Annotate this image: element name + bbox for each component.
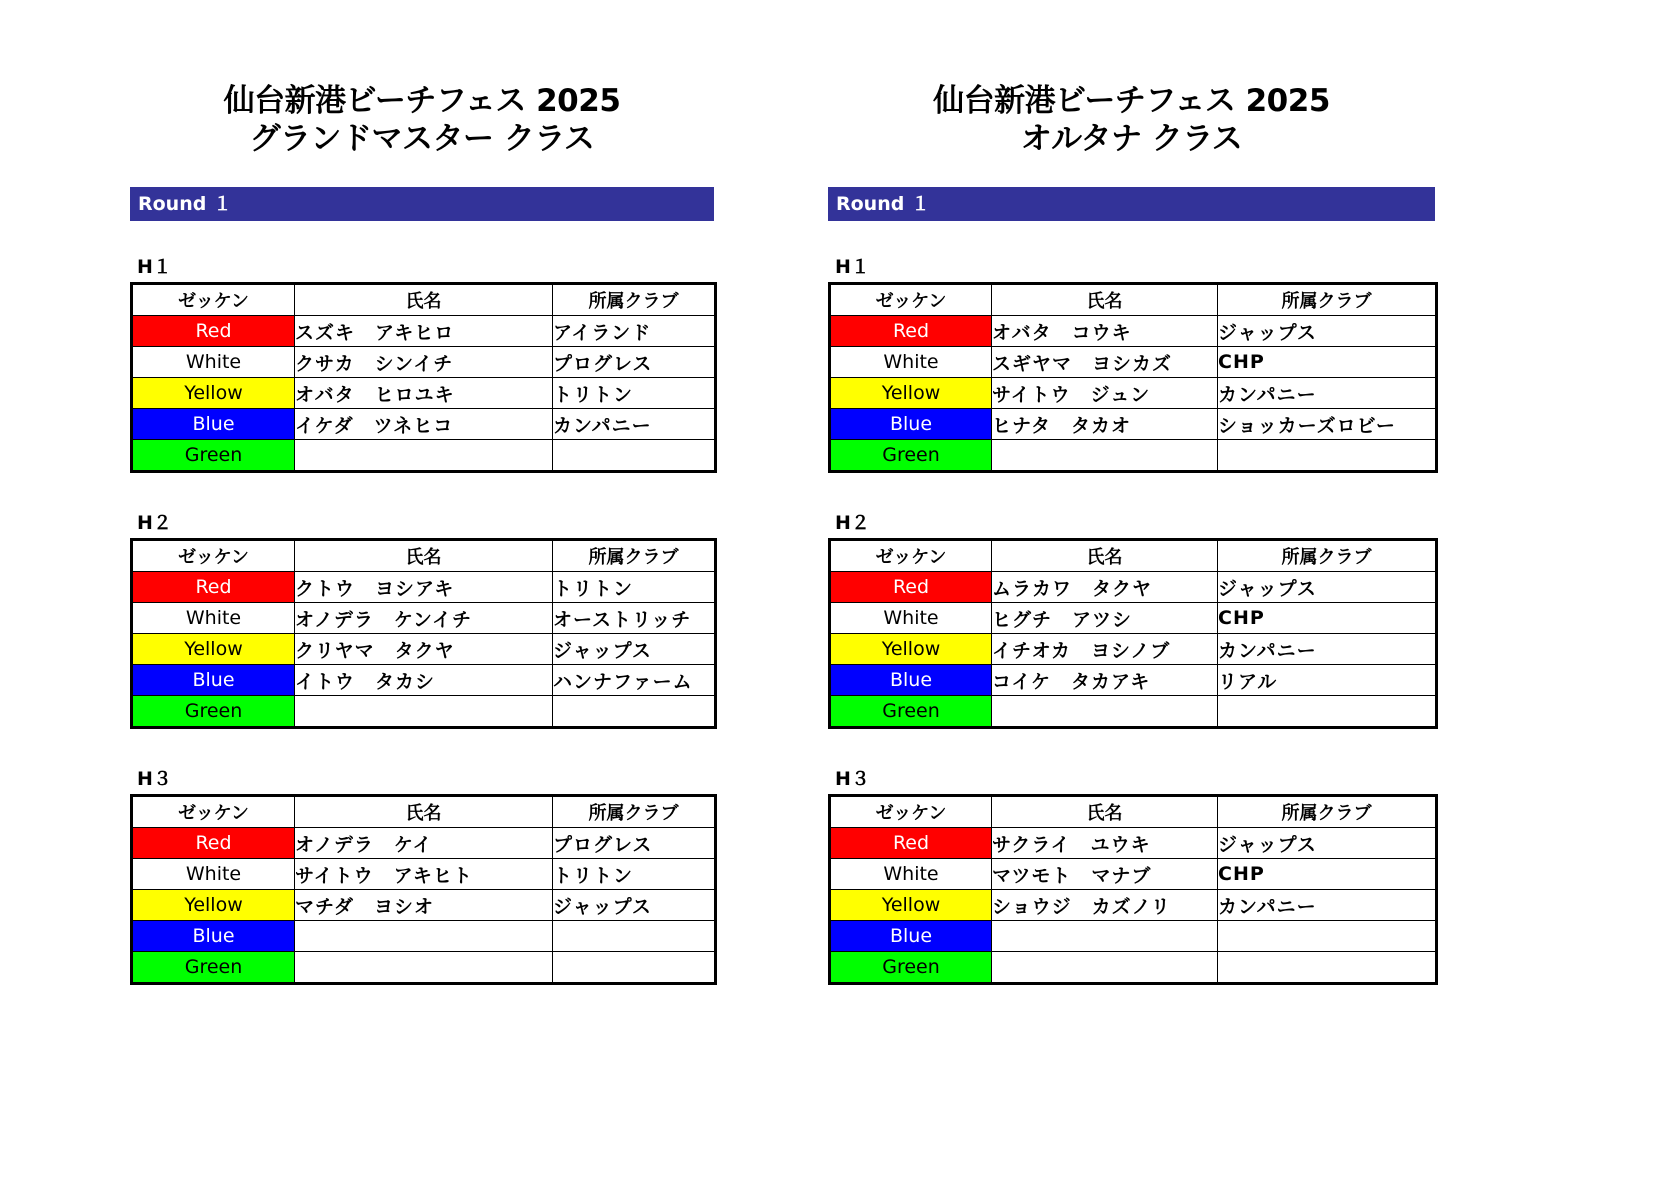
table-row [830,347,1437,378]
bib-cell-white: White [132,347,295,378]
athlete-name [992,696,1218,728]
table-row [132,347,716,378]
table-row [830,440,1437,472]
class-title: グランドマスター クラス [249,121,595,157]
club-name [1218,696,1437,728]
bib-cell-green: Green [132,696,295,728]
column-header-club: 所属クラブ [1218,284,1437,316]
athlete-name: スズキ アキヒロ [295,316,553,347]
club-name: ジャップス [1218,828,1437,859]
heat-table [828,538,1438,729]
bib-cell-white: White [132,859,295,890]
bib-cell-blue: Blue [830,409,992,440]
club-name: カンパニー [1218,890,1437,921]
table-header-row [132,796,716,828]
round-header: Round １ [130,187,714,221]
column-header-bib: ゼッケン [132,796,295,828]
bib-cell-green: Green [132,440,295,472]
bib-cell-green: Green [830,952,992,984]
table-row [132,440,716,472]
club-name: ジャップス [553,634,716,665]
club-name: ハンナファーム [553,665,716,696]
club-name: カンパニー [553,409,716,440]
table-header-row [132,540,716,572]
column-header-club: 所属クラブ [553,796,716,828]
column-header-club: 所属クラブ [553,284,716,316]
club-name: カンパニー [1218,634,1437,665]
bib-cell-blue: Blue [132,665,295,696]
club-name: ジャップス [1218,316,1437,347]
athlete-name: ムラカワ タクヤ [992,572,1218,603]
bib-cell-yellow: Yellow [132,634,295,665]
athlete-name [295,440,553,472]
table-row [830,634,1437,665]
bib-cell-white: White [830,603,992,634]
column-header-club: 所属クラブ [553,540,716,572]
column-header-bib: ゼッケン [830,540,992,572]
table-row [132,952,716,984]
table-row [132,665,716,696]
club-name [553,921,716,952]
table-header-row [830,284,1437,316]
table-row [132,572,716,603]
event-title: 仙台新港ビーチフェス 2025 [223,83,621,119]
column-header-name: 氏名 [992,540,1218,572]
athlete-name: サイトウ アキヒト [295,859,553,890]
heat-table [130,538,717,729]
athlete-name: マツモト マナブ [992,859,1218,890]
club-name: トリトン [553,572,716,603]
table-row [132,859,716,890]
club-name: CHP [1218,859,1437,890]
table-row [830,665,1437,696]
table-row [830,572,1437,603]
club-name: プログレス [553,828,716,859]
athlete-name: オノデラ ケイ [295,828,553,859]
athlete-name [992,952,1218,984]
club-name: トリトン [553,378,716,409]
column-header-name: 氏名 [295,540,553,572]
heat-table [828,282,1438,473]
athlete-name: オノデラ ケンイチ [295,603,553,634]
column-header-name: 氏名 [295,284,553,316]
athlete-name: オバタ コウキ [992,316,1218,347]
event-title: 仙台新港ビーチフェス 2025 [933,83,1330,119]
table-row [830,696,1437,728]
table-row [830,859,1437,890]
bib-cell-yellow: Yellow [830,378,992,409]
heat-label: H３ [835,768,870,790]
bib-cell-red: Red [830,316,992,347]
table-row [132,828,716,859]
table-header-row [830,796,1437,828]
heat-label: H３ [137,768,172,790]
bib-cell-blue: Blue [132,921,295,952]
heat-table [130,794,717,985]
class-title: オルタナ クラス [1020,121,1243,157]
column-header-club: 所属クラブ [1218,796,1437,828]
athlete-name: スギヤマ ヨシカズ [992,347,1218,378]
heat-table [130,282,717,473]
column-header-name: 氏名 [992,796,1218,828]
club-name: リアル [1218,665,1437,696]
table-row [132,890,716,921]
athlete-name: マチダ ヨシオ [295,890,553,921]
club-name: CHP [1218,603,1437,634]
athlete-name [992,921,1218,952]
table-row [830,409,1437,440]
athlete-name: クトウ ヨシアキ [295,572,553,603]
bib-cell-red: Red [830,828,992,859]
table-row [830,378,1437,409]
club-name: ショッカーズロビー [1218,409,1437,440]
bib-cell-blue: Blue [830,665,992,696]
club-name [553,440,716,472]
bib-cell-blue: Blue [132,409,295,440]
table-row [132,316,716,347]
bib-cell-red: Red [132,572,295,603]
bib-cell-green: Green [132,952,295,984]
club-name [553,696,716,728]
table-row [830,921,1437,952]
athlete-name [295,921,553,952]
athlete-name: ショウジ カズノリ [992,890,1218,921]
athlete-name [295,952,553,984]
club-name: トリトン [553,859,716,890]
club-name: プログレス [553,347,716,378]
heat-label: H１ [835,256,870,278]
athlete-name: イトウ タカシ [295,665,553,696]
table-row [132,634,716,665]
athlete-name: クサカ シンイチ [295,347,553,378]
athlete-name: イチオカ ヨシノブ [992,634,1218,665]
table-row [830,890,1437,921]
bib-cell-white: White [830,859,992,890]
heat-label: H１ [137,256,172,278]
bib-cell-red: Red [132,316,295,347]
page-title [828,82,1435,158]
athlete-name: クリヤマ タクヤ [295,634,553,665]
bib-cell-blue: Blue [830,921,992,952]
club-name [1218,440,1437,472]
table-header-row [830,540,1437,572]
table-row [132,378,716,409]
club-name: CHP [1218,347,1437,378]
club-name: ジャップス [1218,572,1437,603]
club-name: オーストリッチ [553,603,716,634]
athlete-name: ヒグチ アツシ [992,603,1218,634]
table-row [132,603,716,634]
column-header-bib: ゼッケン [132,284,295,316]
round-header: Round １ [828,187,1435,221]
club-name: ジャップス [553,890,716,921]
table-row [830,952,1437,984]
athlete-name: コイケ タカアキ [992,665,1218,696]
athlete-name [992,440,1218,472]
bib-cell-yellow: Yellow [132,890,295,921]
bib-cell-red: Red [830,572,992,603]
class-sheet-alterna [828,0,1435,1123]
table-row [132,921,716,952]
bib-cell-green: Green [830,696,992,728]
column-header-bib: ゼッケン [132,540,295,572]
heat-label: H２ [137,512,172,534]
club-name: カンパニー [1218,378,1437,409]
athlete-name [295,696,553,728]
class-sheet-grandmaster [130,0,714,1123]
table-row [830,316,1437,347]
athlete-name: サイトウ ジュン [992,378,1218,409]
column-header-club: 所属クラブ [1218,540,1437,572]
club-name [1218,952,1437,984]
club-name [553,952,716,984]
table-row [132,409,716,440]
table-row [830,828,1437,859]
heat-table [828,794,1438,985]
column-header-bib: ゼッケン [830,284,992,316]
bib-cell-yellow: Yellow [830,634,992,665]
bib-cell-yellow: Yellow [132,378,295,409]
athlete-name: ヒナタ タカオ [992,409,1218,440]
heat-label: H２ [835,512,870,534]
club-name [1218,921,1437,952]
table-row [132,696,716,728]
bib-cell-white: White [132,603,295,634]
page-title [130,82,714,158]
table-header-row [132,284,716,316]
bib-cell-green: Green [830,440,992,472]
athlete-name: イケダ ツネヒコ [295,409,553,440]
column-header-name: 氏名 [295,796,553,828]
column-header-bib: ゼッケン [830,796,992,828]
bib-cell-red: Red [132,828,295,859]
club-name: アイランド [553,316,716,347]
bib-cell-yellow: Yellow [830,890,992,921]
column-header-name: 氏名 [992,284,1218,316]
bib-cell-white: White [830,347,992,378]
athlete-name: オバタ ヒロユキ [295,378,553,409]
athlete-name: サクライ ユウキ [992,828,1218,859]
table-row [830,603,1437,634]
